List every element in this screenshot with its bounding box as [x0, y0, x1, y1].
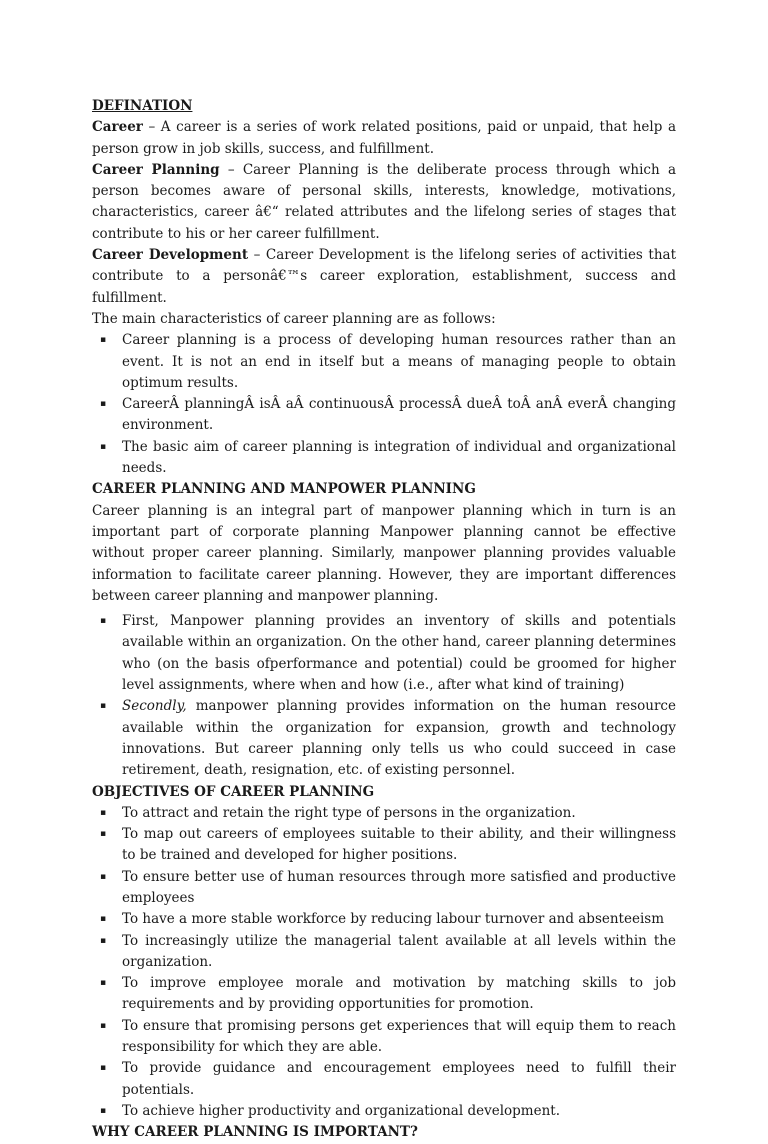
list-item: ▪ To achieve higher productivity and organizational development.: [92, 1101, 676, 1122]
bullet-icon: ▪: [100, 1063, 107, 1074]
why-heading: WHY CAREER PLANNING IS IMPORTANT?: [92, 1124, 418, 1141]
list-item: ▪ The basic aim of career planning is integration of individual and organizational needs.: [100, 438, 676, 477]
list-item: ▪ CareerÂ planningÂ isÂ aÂ continuousÂ processÂ dueÂ toÂ anÂ everÂ changing environment.: [100, 396, 676, 434]
list-item: ▪ To map out careers of employees suitable to their ability, and their willingness to be trained and developed for higher positions.: [100, 826, 676, 864]
career-planning-definition-text: – Career Planning is the deliberate process through which a person becomes aware of personal skills, interests, knowledge, motivations, characteristics, career â€“ related attributes and the lifelong series of stages that contribute to his or her career fulfillment.: [92, 161, 676, 242]
list-item: ▪ To attract and retain the right type of persons in the organization.: [92, 803, 676, 824]
characteristics-list: [92, 330, 676, 479]
bullet-icon: ▪: [100, 829, 107, 840]
objectives-list: [92, 803, 676, 1122]
career-development-term: Career Development: [92, 247, 249, 264]
bullet-icon: ▪: [100, 1105, 107, 1116]
career-planning-term: Career Planning: [92, 161, 220, 178]
manpower-heading: CAREER PLANNING AND MANPOWER PLANNING: [92, 481, 476, 498]
career-development-definition: [92, 245, 676, 309]
document-content: [92, 96, 676, 1144]
bullet-icon: ▪: [100, 441, 107, 452]
bullet-icon: ▪: [100, 978, 107, 989]
list-item: ▪ To ensure better use of human resources through more satisfied and productive employees: [100, 868, 676, 906]
career-planning-definition: [92, 160, 676, 245]
list-item: ▪ To have a more stable workforce by reducing labour turnover and absenteeism: [92, 909, 676, 930]
bullet-icon: ▪: [100, 871, 107, 882]
secondly-emphasis: Secondly,: [122, 698, 187, 715]
list-item: ▪ To ensure that promising persons get experiences that will equip them to reach responsibility for which they are able.: [100, 1017, 676, 1056]
career-development-definition-text: – Career Development is the lifelong series of activities that contribute to a personâ€™s career exploration, establishment, success and fulfillment.: [92, 247, 676, 306]
manpower-points-list: [92, 611, 676, 781]
list-item: ▪ To provide guidance and encouragement employees need to fulfill their potentials.: [100, 1060, 676, 1098]
bullet-icon: ▪: [100, 807, 107, 818]
career-definition-text: – A career is a series of work related positions, paid or unpaid, that help a person grow in job skills, success, and fulfillment.: [92, 119, 676, 157]
list-item: ▪ First, Manpower planning provides an inventory of skills and potentials available within an organization. On the other hand, career planning determines who (on the basis ofperformance and potential) could be groomed for higher level assignments, where when and how (i.e., after what kind of training): [100, 613, 676, 694]
list-item: ▪ To improve employee morale and motivation by matching skills to job requirements and by providing opportunities for promotion.: [100, 975, 676, 1013]
bullet-icon: ▪: [100, 1020, 107, 1031]
manpower-paragraph: Career planning is an integral part of manpower planning which in turn is an important part of corporate planning Manpower planning cannot be effective without proper career planning. Similarly, manpower planning provides valuable information to facilitate career planning. However, they are important differences between career planning and manpower planning.: [92, 502, 676, 604]
characteristics-intro: The main characteristics of career planning are as follows:: [92, 310, 496, 327]
bullet-icon: ▪: [100, 399, 107, 410]
definition-heading: DEFINATION: [92, 98, 193, 114]
bullet-icon: ▪: [100, 914, 107, 925]
career-definition: [92, 117, 676, 160]
list-item: ▪ To increasingly utilize the managerial talent available at all levels within the organization.: [100, 932, 676, 970]
list-item: ▪ Career planning is a process of developing human resources rather than an event. It is not an end in itself but a means of managing people to obtain optimum results.: [100, 332, 676, 391]
bullet-icon: ▪: [100, 616, 107, 627]
list-item: ▪ Secondly, manpower planning provides information on the human resource available within the organization for expansion, growth and technology innovations. But career planning only tells us who could succeed in case retirement, death, resignation, etc. of existing personnel.: [100, 698, 676, 779]
bullet-icon: ▪: [100, 701, 107, 712]
objectives-heading: OBJECTIVES OF CAREER PLANNING: [92, 783, 375, 800]
bullet-icon: ▪: [100, 935, 107, 946]
bullet-icon: ▪: [100, 335, 107, 346]
career-term: Career: [92, 119, 143, 136]
